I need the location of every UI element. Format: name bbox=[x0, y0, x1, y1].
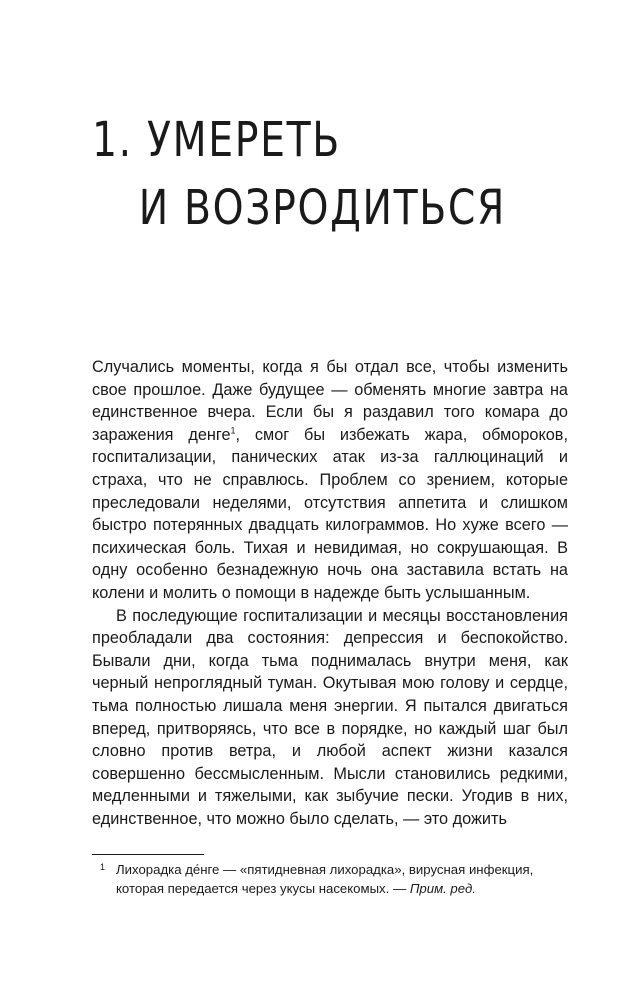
footnote-number: 1 bbox=[100, 862, 106, 872]
footnote-reference[interactable]: 1 bbox=[230, 425, 236, 436]
body-text bbox=[92, 356, 568, 830]
footnote-editor-note: Прим. ред. bbox=[409, 881, 476, 896]
paragraph-1 bbox=[92, 356, 568, 605]
chapter-title-line-1: 1. УМЕРЕТЬ bbox=[92, 112, 341, 168]
footnote-separator bbox=[92, 854, 204, 855]
chapter-title-line-2: И ВОЗРОДИТЬСЯ bbox=[138, 180, 507, 236]
paragraph-1-text-start: Случались моменты, когда я бы отдал все, чтобы изменить свое прошлое. Даже будущее — обменять многие завтра на единственное вчера. Если бы я раздавил того комара до заражения денге bbox=[92, 358, 568, 444]
paragraph-2: В последующие госпитализации и месяцы восстановления преобладали два состояния: депрессия и беспокойство. Бывали дни, когда тьма поднималась внутри меня, как черный непроглядный туман. Окутывая мою голову и сердце, тьма полностью лишала меня энергии. Я пытался двигаться вперед, притворяясь, что все в порядке, но каждый шаг был словно против ветра, и любой аспект жизни казался совершенно бессмысленным. Мысли становились редкими, медленными и тяжелыми, как зыбучие пески. Угодив в них, единственное, что можно было сделать, — это дожить bbox=[92, 606, 568, 828]
chapter-title bbox=[92, 106, 507, 242]
footnote bbox=[92, 860, 568, 898]
footnote-text-block bbox=[92, 860, 568, 898]
footnote-text: Лихорадка де́нге — «пятидневная лихорадка», вирусная инфекция, которая передается через укусы насекомых. — bbox=[116, 862, 534, 896]
paragraph-1-text-end: , смог бы избежать жара, обмороков, госпитализации, панических атак из-за галлюцинаций и страха, что не справлюсь. Проблем со зрением, которые преследовали неделями, отсутствия аппетита и слишком быстро потерянных двадцать килограммов. Но хуже всего — психическая боль. Тихая и невидимая, но сокрушающая. В одну особенно безнадежную ночь она заставила встать на колени и молить о помощи в надежде быть услышанным. bbox=[92, 425, 568, 602]
